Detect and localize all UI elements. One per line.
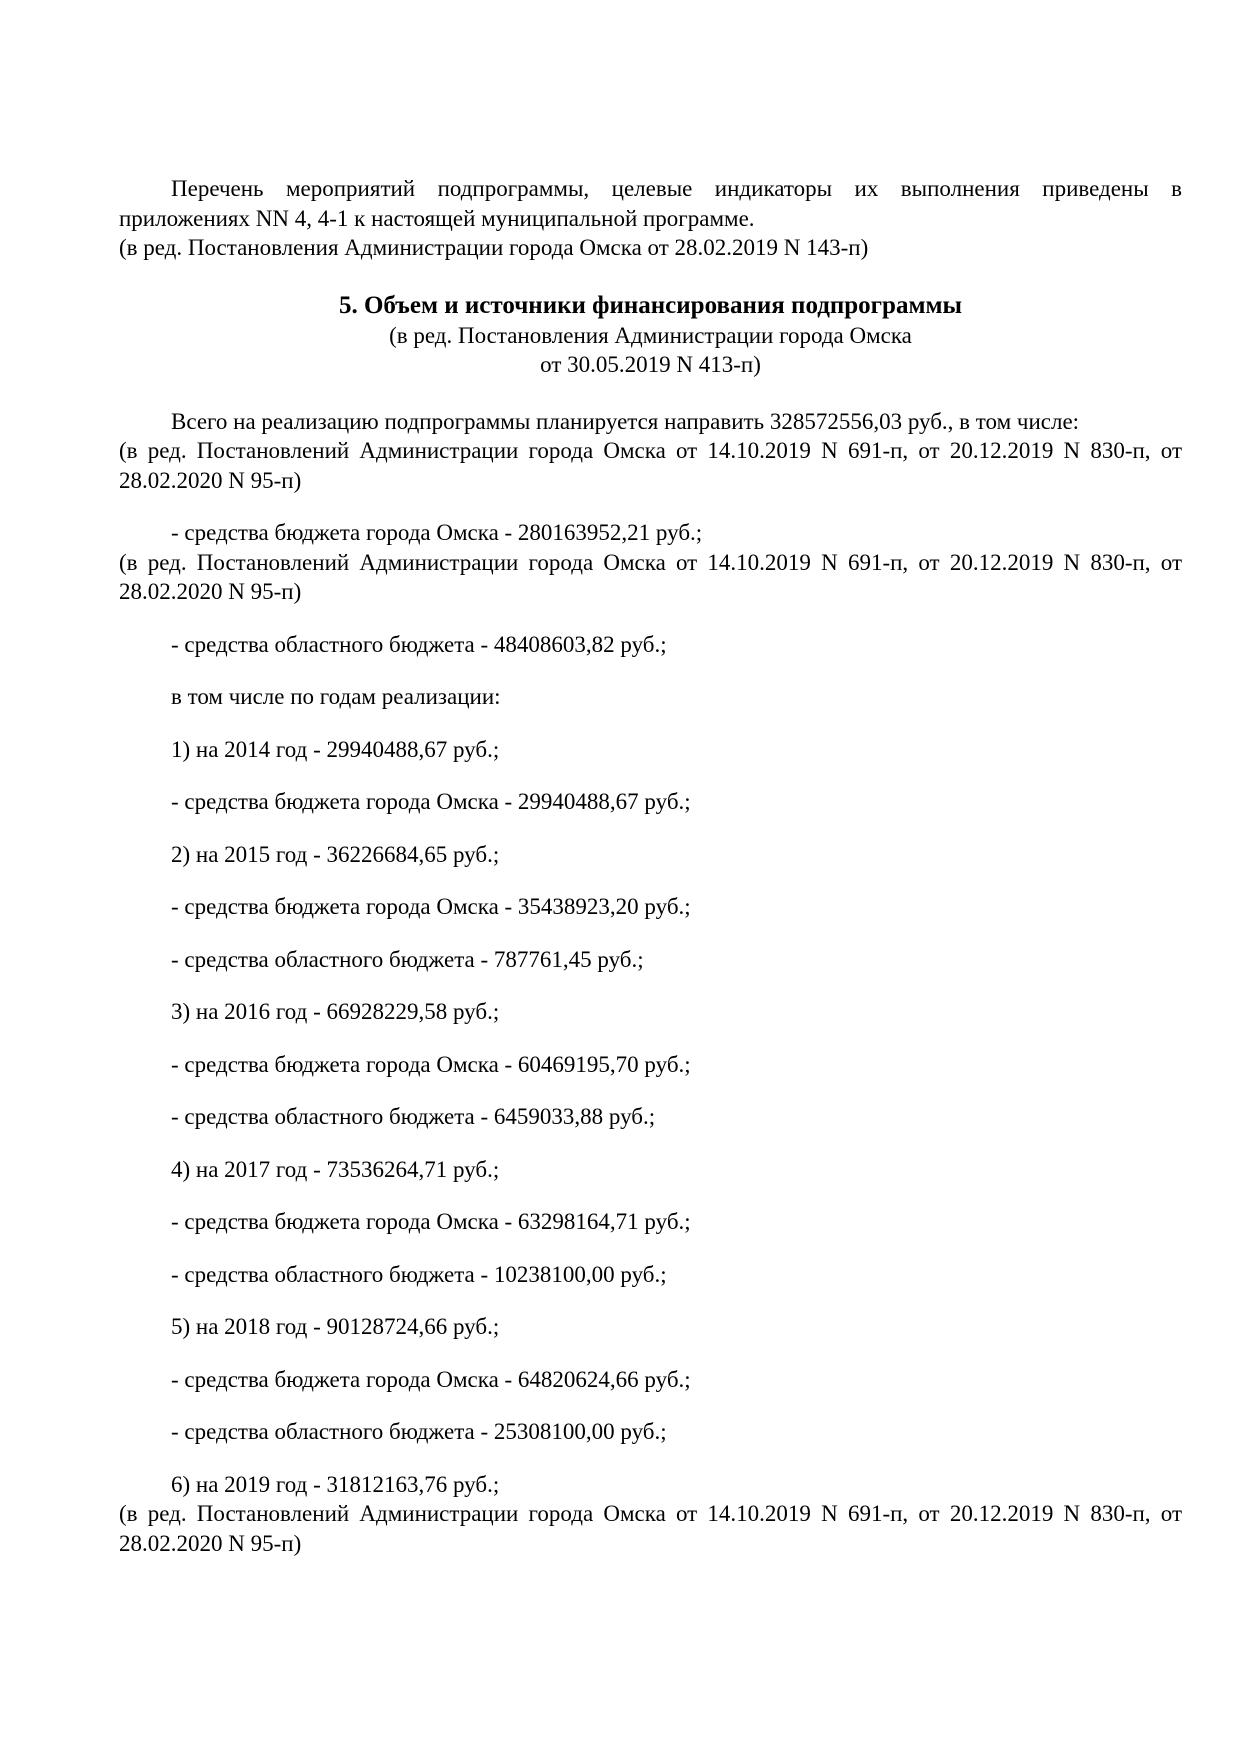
list-item: - средства областного бюджета - 10238100,00 руб.; bbox=[171, 1261, 667, 1287]
city-budget-paragraph: - средства бюджета города Омска - 280163952,21 руб.; bbox=[171, 520, 703, 545]
total-paragraph: Всего на реализацию подпрограммы планируется направить 328572556,03 руб., в том числе: bbox=[171, 408, 1080, 434]
list-item: - средства областного бюджета - 787761,45 руб.; bbox=[171, 946, 644, 972]
list-item: 5) на 2018 год - 90128724,66 руб.; bbox=[171, 1314, 500, 1339]
list-item: 3) на 2016 год - 66928229,58 руб.; bbox=[171, 999, 500, 1024]
intro-paragraph: Перечень мероприятий подпрограммы, целевые индикаторы их выполнения приведены в приложениях NN 4, 4-1 к настоящей муниципальной программе. bbox=[119, 176, 1182, 231]
list-item: в том числе по годам реализации: bbox=[171, 684, 501, 709]
section-edit-note-line1: (в ред. Постановления Администрации города Омска bbox=[389, 322, 912, 348]
spacer bbox=[119, 607, 1182, 630]
list-item: - средства бюджета города Омска - 63298164,71 руб.; bbox=[171, 1209, 691, 1234]
list-item: - средства областного бюджета - 6459033,88 руб.; bbox=[171, 1104, 656, 1129]
total-edit-note: (в ред. Постановлений Администрации города Омска от 14.10.2019 N 691-п, от 20.12.2019 N 830-п, от 28.02.2020 N 95-п) bbox=[119, 438, 1182, 493]
list-item: - средства областного бюджета - 25308100,00 руб.; bbox=[171, 1419, 667, 1444]
list-item: - средства бюджета города Омска - 35438923,20 руб.; bbox=[171, 894, 691, 919]
intro-edit-note: (в ред. Постановления Администрации города Омска от 28.02.2019 N 143-п) bbox=[119, 235, 869, 260]
spacer bbox=[119, 263, 1182, 290]
document-body bbox=[119, 174, 1182, 1558]
spacer bbox=[119, 380, 1182, 407]
section-heading: 5. Объем и источники финансирования подпрограммы bbox=[338, 291, 963, 319]
list-item: - средства областного бюджета - 48408603,82 руб.; bbox=[171, 631, 667, 657]
list-item: - средства бюджета города Омска - 29940488,67 руб.; bbox=[171, 789, 691, 814]
list-item: - средства бюджета города Омска - 60469195,70 руб.; bbox=[171, 1051, 691, 1077]
spacer bbox=[119, 495, 1182, 518]
section-edit-note-line2: от 30.05.2019 N 413-п) bbox=[540, 352, 761, 377]
list-item: 1) на 2014 год - 29940488,67 руб.; bbox=[171, 736, 500, 762]
final-edit-note: (в ред. Постановлений Администрации города Омска от 14.10.2019 N 691-п, от 20.12.2019 N 830-п, от 28.02.2020 N 95-п) bbox=[119, 1501, 1182, 1556]
list-item: 2) на 2015 год - 36226684,65 руб.; bbox=[171, 841, 500, 867]
final-year-item: 6) на 2019 год - 31812163,76 руб.; bbox=[171, 1471, 500, 1497]
city-budget-edit-note: (в ред. Постановлений Администрации города Омска от 14.10.2019 N 691-п, от 20.12.2019 N 830-п, от 28.02.2020 N 95-п) bbox=[119, 549, 1182, 604]
list-item: - средства бюджета города Омска - 64820624,66 руб.; bbox=[171, 1366, 691, 1392]
list-item: 4) на 2017 год - 73536264,71 руб.; bbox=[171, 1156, 500, 1182]
